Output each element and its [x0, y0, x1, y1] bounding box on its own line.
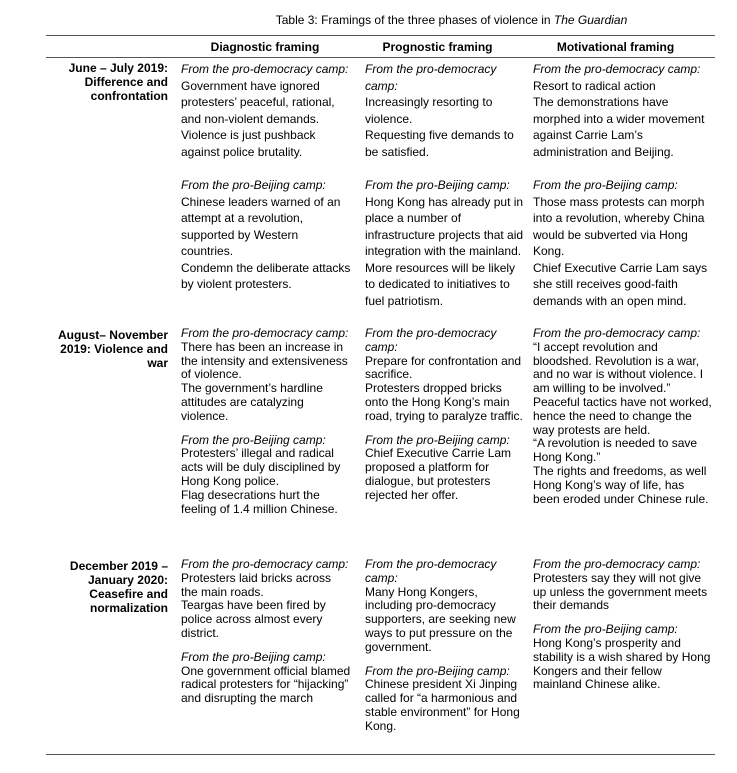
- cell-row2-col1: [181, 327, 351, 516]
- camp-label: From the pro-Beijing camp:: [533, 622, 678, 637]
- camp-label: From the pro-democracy camp:: [533, 326, 701, 340]
- camp-label: From the pro-Beijing camp:: [181, 178, 326, 192]
- framing-statement: “I accept revolution and bloodshed. Revolution is a war, and no war is without violence. I am willing to be involved.”: [533, 339, 704, 396]
- camp-block: [181, 61, 351, 160]
- framing-statement: Chief Executive Carrie Lam proposed a platform for dialogue, but protesters rejected her offer.: [365, 446, 512, 502]
- cell-row3-col1: [181, 558, 351, 706]
- camp-block: [365, 665, 525, 734]
- camp-block: [181, 177, 351, 293]
- camp-label: From the pro-democracy camp:: [533, 62, 701, 76]
- camp-label: From the pro-democracy camp:: [365, 557, 497, 585]
- table-top-rule: [46, 35, 715, 36]
- cell-row1-col2: [365, 61, 525, 309]
- camp-block: [365, 558, 525, 655]
- framing-statement: Protesters say they will not give up unless the government meets their demands: [533, 570, 708, 613]
- phase-label-3: December 2019 – January 2020: Ceasefire and normalization: [69, 559, 168, 615]
- framing-statement: Flag desecrations hurt the feeling of 1.4 million Chinese.: [181, 487, 338, 516]
- framing-statement: Requesting five demands to be satisfied.: [365, 128, 514, 159]
- phase-label-2: August– November 2019: Violence and war: [57, 328, 168, 370]
- camp-block: [533, 623, 713, 692]
- camp-label: From the pro-democracy camp:: [181, 326, 349, 340]
- framing-statement: Condemn the deliberate attacks by violent protesters.: [181, 260, 351, 291]
- camp-label: From the pro-Beijing camp:: [533, 178, 678, 192]
- framing-statement: Prepare for confrontation and sacrifice.: [365, 353, 522, 382]
- phase-label-1: June – July 2019: Difference and confrontation: [68, 61, 168, 103]
- camp-block: [533, 177, 713, 309]
- framing-statement: Peaceful tactics have not worked, hence the need to change the way protests are held.: [533, 394, 712, 437]
- framing-statement: One government official blamed radical protesters for “hijacking” and disrupting the march: [181, 663, 351, 706]
- camp-block: [365, 177, 525, 309]
- framing-statement: Teargas have been fired by police across almost every district.: [181, 598, 326, 640]
- framing-statement: Violence is just pushback against police brutality.: [181, 128, 316, 159]
- framing-statement: More resources will be likely to dedicated to initiatives to fuel patriotism.: [365, 260, 516, 308]
- table-caption: [0, 13, 737, 27]
- framing-statement: The government’s hardline attitudes are catalyzing violence.: [181, 381, 323, 423]
- framing-statement: Hong Kong’s prosperity and stability is a wish shared by Hong Kongers and their fellow mainland Chinese alike.: [533, 635, 711, 692]
- cell-row2-col3: [533, 327, 713, 506]
- header-motivational: Motivational framing: [556, 40, 675, 54]
- cell-row2-col2: [365, 327, 525, 503]
- header-diagnostic: Diagnostic framing: [210, 40, 320, 54]
- framing-statement: Resort to radical action: [533, 78, 656, 93]
- camp-label: From the pro-democracy camp:: [533, 557, 701, 571]
- camp-label: From the pro-Beijing camp:: [365, 432, 510, 447]
- framing-statement: Hong Kong has already put in place a number of infrastructure projects that aid integration with the mainland.: [365, 194, 524, 258]
- camp-label: From the pro-democracy camp:: [181, 62, 349, 76]
- framing-statement: Chinese leaders warned of an attempt at a revolution, supported by Western countries.: [181, 194, 341, 258]
- camp-label: From the pro-Beijing camp:: [181, 649, 326, 664]
- header-prognostic: Prognostic framing: [382, 40, 493, 54]
- camp-block: [181, 558, 351, 641]
- cell-row3-col2: [365, 558, 525, 734]
- header-rule: [46, 57, 715, 58]
- framing-statement: Chinese president Xi Jinping called for “a harmonious and stable environment” for Hong Kong.: [365, 677, 520, 733]
- framing-statement: Protesters dropped bricks onto the Hong Kong’s main road, trying to paralyze traffic.: [365, 381, 523, 423]
- framing-statement: There has been an increase in the intensity and extensiveness of violence.: [181, 339, 348, 382]
- camp-label: From the pro-democracy camp:: [181, 557, 349, 571]
- camp-block: [365, 434, 525, 503]
- camp-block: [533, 61, 713, 160]
- framing-statement: Chief Executive Carrie Lam says she still receives good-faith demands with an open mind.: [533, 260, 708, 308]
- camp-block: [365, 61, 525, 160]
- table-bottom-rule: [46, 754, 715, 755]
- caption-text: Table 3: Framings of the three phases of violence in: [275, 13, 554, 27]
- cell-row1-col3: [533, 61, 713, 309]
- camp-label: From the pro-Beijing camp:: [181, 432, 326, 447]
- cell-row1-col1: [181, 61, 351, 293]
- framing-statement: Protesters laid bricks across the main roads.: [181, 570, 332, 599]
- framing-statement: Many Hong Kongers, including pro-democracy supporters, are seeking new ways to put pressure on the government.: [365, 584, 516, 654]
- camp-block: [181, 327, 351, 424]
- framing-statement: Protesters’ illegal and radical acts will be duly disciplined by Hong Kong police.: [181, 446, 341, 488]
- camp-block: [181, 434, 351, 517]
- framing-statement: The demonstrations have morphed into a wider movement against Carrie Lam’s administration and Beijing.: [533, 95, 705, 159]
- camp-label: From the pro-Beijing camp:: [365, 178, 510, 192]
- caption-source: The Guardian: [553, 13, 628, 27]
- camp-block: [533, 558, 713, 613]
- camp-block: [181, 651, 351, 706]
- cell-row3-col3: [533, 558, 713, 692]
- framing-statement: The rights and freedoms, as well Hong Kong’s way of life, has been eroded under Chinese rule.: [533, 463, 709, 506]
- framing-statement: Government have ignored protesters’ peaceful, rational, and non-violent demands.: [181, 78, 335, 126]
- camp-label: From the pro-democracy camp:: [365, 326, 497, 354]
- camp-label: From the pro-democracy camp:: [365, 62, 497, 93]
- camp-block: [365, 327, 525, 424]
- camp-label: From the pro-Beijing camp:: [365, 663, 510, 678]
- camp-block: [533, 327, 713, 506]
- framing-statement: “A revolution is needed to save Hong Kong.”: [533, 436, 698, 465]
- framing-statement: Those mass protests can morph into a revolution, whereby China would be subverted via Hong Kong.: [533, 194, 705, 258]
- framing-statement: Increasingly resorting to violence.: [365, 95, 493, 126]
